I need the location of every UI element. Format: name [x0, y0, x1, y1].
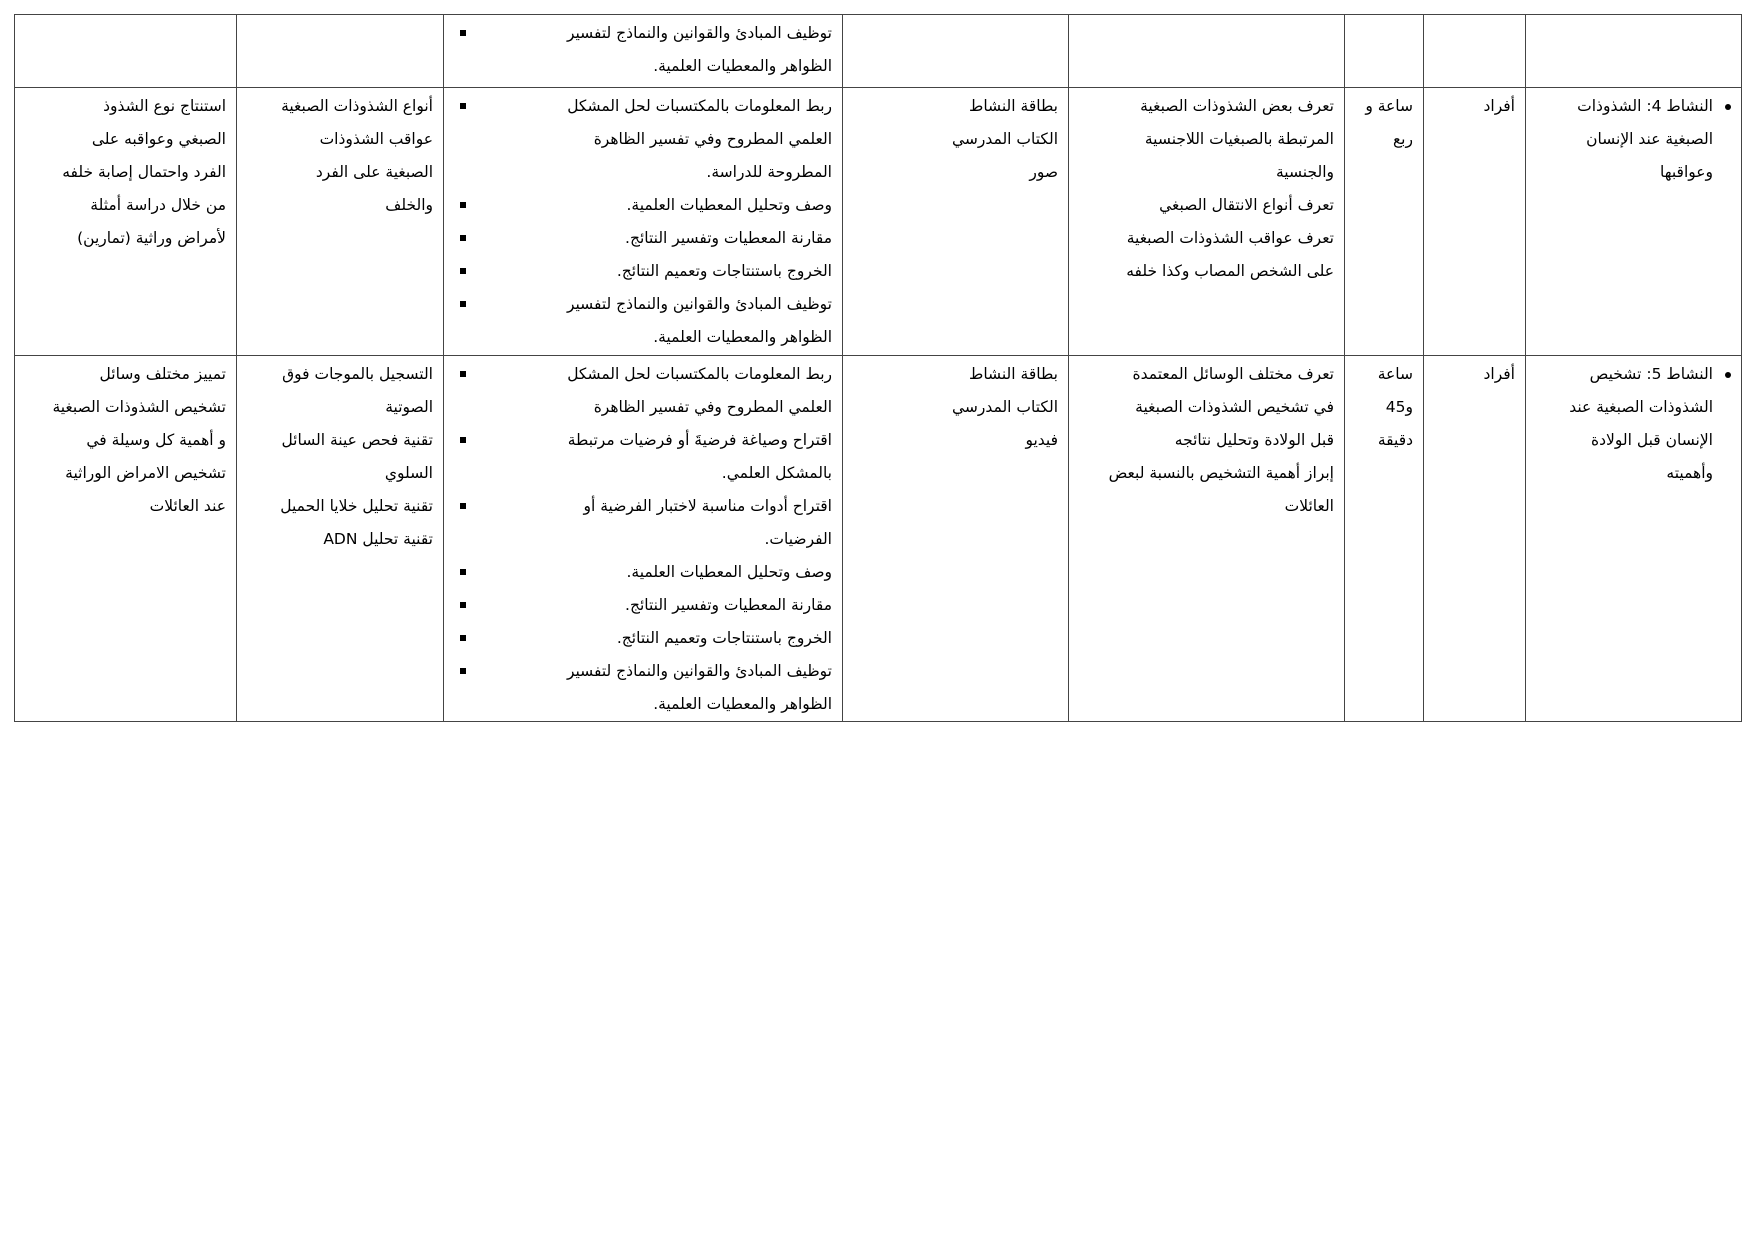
- table-row-activity-5: [15, 356, 1742, 722]
- skill-item: ربط المعلومات بالمكتسبات لحل المشكل العلمي المطروح وفي تفسير الظاهرة: [486, 358, 832, 424]
- cell-objectives: تعرف بعض الشذوذات الصبغية المرتبطة بالصبغيات اللاجنسية والجنسية تعرف أنواع الانتقال الصبغي تعرف عواقب الشذوذات الصبغية على الشخص المصاب وكذا خلفه: [1069, 88, 1345, 356]
- skill-item: وصف وتحليل المعطيات العلمية.: [486, 189, 832, 222]
- skill-item: توظيف المبادئ والقوانين والنماذج لتفسير الظواهر والمعطيات العلمية.: [486, 655, 832, 721]
- skills-list: [454, 358, 832, 721]
- table-row-activity-4: [15, 88, 1742, 356]
- cell-content: التسجيل بالموجات فوق الصوتية تقنية فحص عينة السائل السلوي تقنية تحليل خلايا الحميل تقنية تحليل ADN: [237, 356, 444, 722]
- skill-line: توظيف المبادئ والقوانين والنماذج لتفسير: [566, 24, 832, 42]
- skill-item: ربط المعلومات بالمكتسبات لحل المشكل العلمي المطروح وفي تفسير الظاهرة المطروحة للدراسة.: [486, 90, 832, 189]
- cell-duration: ساعة و ربع: [1345, 88, 1424, 356]
- cell-resources: بطاقة النشاط الكتاب المدرسي فيديو: [843, 356, 1069, 722]
- skills-list: [454, 17, 832, 83]
- square-bullet-icon: [460, 202, 466, 208]
- skill-item: مقارنة المعطيات وتفسير النتائج.: [486, 222, 832, 255]
- cell-duration: ساعة و45 دقيقة: [1345, 356, 1424, 722]
- cell-objectives: تعرف مختلف الوسائل المعتمدة في تشخيص الشذوذات الصبغية قبل الولادة وتحليل نتائجه إبراز أهمية التشخيص بالنسبة لبعض العائلات: [1069, 356, 1345, 722]
- square-bullet-icon: [460, 103, 466, 109]
- cell-work-mode: أفراد: [1424, 356, 1526, 722]
- round-bullet-icon: [1725, 104, 1731, 110]
- cell-resources: بطاقة النشاط الكتاب المدرسي صور: [843, 88, 1069, 356]
- cell-content: أنواع الشذوذات الصبغية عواقب الشذوذات الصبغية على الفرد والخلف: [237, 88, 444, 356]
- square-bullet-icon: [460, 503, 466, 509]
- square-bullet-icon: [460, 235, 466, 241]
- skill-item: اقتراح أدوات مناسبة لاختبار الفرضية أو الفرضيات.: [486, 490, 832, 556]
- lesson-plan-table: [14, 14, 1742, 722]
- cell-work-mode: أفراد: [1424, 88, 1526, 356]
- cell-assessment: [15, 15, 237, 88]
- skill-line: الظواهر والمعطيات العلمية.: [653, 57, 832, 75]
- square-bullet-icon: [460, 437, 466, 443]
- square-bullet-icon: [460, 268, 466, 274]
- square-bullet-icon: [460, 371, 466, 377]
- cell-activity: [1526, 88, 1742, 356]
- cell-skills: [444, 15, 843, 88]
- activity-title: النشاط 4: الشذوذات الصبغية عند الإنسان وعواقبها: [1536, 90, 1731, 189]
- table-row-continuation: [15, 15, 1742, 88]
- skill-item: الخروج باستنتاجات وتعميم النتائج.: [486, 622, 832, 655]
- cell-duration: [1345, 15, 1424, 88]
- cell-resources: [843, 15, 1069, 88]
- skill-item: وصف وتحليل المعطيات العلمية.: [486, 556, 832, 589]
- skill-item: توظيف المبادئ والقوانين والنماذج لتفسير الظواهر والمعطيات العلمية.: [486, 288, 832, 354]
- cell-activity: [1526, 15, 1742, 88]
- square-bullet-icon: [460, 602, 466, 608]
- cell-assessment: تمييز مختلف وسائل تشخيص الشذوذات الصبغية و أهمية كل وسيلة في تشخيص الامراض الوراثية عند العائلات: [15, 356, 237, 722]
- cell-skills: [444, 356, 843, 722]
- cell-activity: [1526, 356, 1742, 722]
- square-bullet-icon: [460, 635, 466, 641]
- skills-list: [454, 90, 832, 354]
- cell-content: [237, 15, 444, 88]
- skill-item: الخروج باستنتاجات وتعميم النتائج.: [486, 255, 832, 288]
- skill-item: مقارنة المعطيات وتفسير النتائج.: [486, 589, 832, 622]
- square-bullet-icon: [460, 301, 466, 307]
- activity-title: النشاط 5: تشخيص الشذوذات الصبغية عند الإنسان قبل الولادة وأهميته: [1536, 358, 1731, 490]
- cell-objectives: [1069, 15, 1345, 88]
- cell-work-mode: [1424, 15, 1526, 88]
- skill-item: اقتراح وصياغة فرضيةَ أو فرضيات مرتبطة بالمشكل العلمي.: [486, 424, 832, 490]
- square-bullet-icon: [460, 569, 466, 575]
- cell-assessment: استنتاج نوع الشذوذ الصبغي وعواقبه على الفرد واحتمال إصابة خلفه من خلال دراسة أمثلة لأمراض وراثية (تمارين): [15, 88, 237, 356]
- square-bullet-icon: [460, 30, 466, 36]
- skill-item: [486, 17, 832, 83]
- round-bullet-icon: [1725, 372, 1731, 378]
- cell-skills: [444, 88, 843, 356]
- square-bullet-icon: [460, 668, 466, 674]
